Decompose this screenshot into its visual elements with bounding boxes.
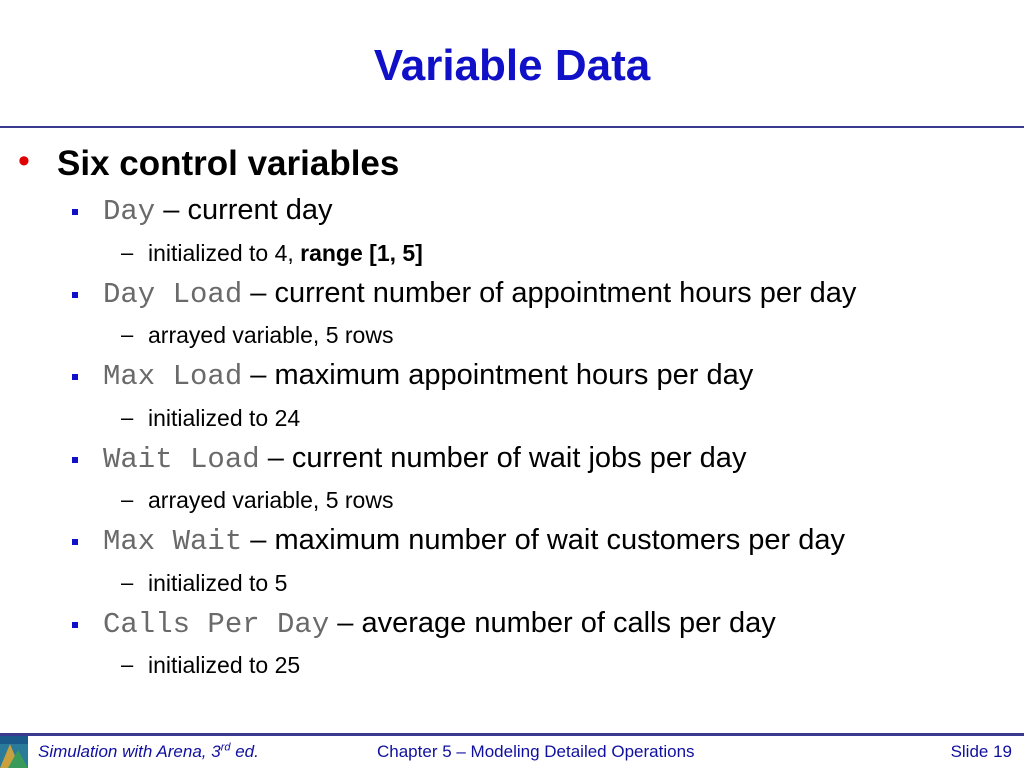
variable-item [103,192,333,230]
variable-detail [148,650,300,680]
slide-title: Variable Data [373,41,651,90]
dash-bullet-icon: – [121,487,134,512]
variable-item [103,275,856,313]
variable-description: – current number of appointment hours per day [242,277,857,309]
square-bullet-icon [72,622,78,628]
dash-bullet-icon: – [121,405,134,430]
variable-detail [148,238,423,268]
square-bullet-icon [72,457,78,463]
variable-description: – current number of wait jobs per day [259,442,747,474]
footer-slide-number: Slide 19 [950,742,1012,761]
dash-bullet-icon: – [121,652,134,677]
dash-bullet-icon: – [121,570,134,595]
variable-detail [148,568,287,598]
variable-item [103,522,845,560]
footer-book-title: Simulation with Arena, 3rd ed. [38,741,259,761]
variable-item [103,440,746,478]
square-bullet-icon [72,292,78,298]
footer-chapter: Chapter 5 – Modeling Detailed Operations [377,742,695,761]
variable-name: Day [103,195,156,228]
variable-detail [148,320,393,350]
variable-name: Calls Per Day [103,608,330,641]
detail-text: initialized to 25 [148,652,301,678]
square-bullet-icon [72,539,78,545]
detail-text: initialized to 5 [148,570,288,596]
main-bullet: Six control variables [57,144,400,183]
edition-superscript: rd [220,741,231,754]
variable-description: – average number of calls per day [329,607,776,639]
detail-bold-text: range [1, 5] [300,240,423,266]
variable-description: – maximum number of wait customers per day [242,524,846,556]
square-bullet-icon [72,374,78,380]
slide-footer [0,736,1024,768]
variable-detail [148,403,300,433]
variable-description: – maximum appointment hours per day [242,359,754,391]
detail-text: arrayed variable, 5 rows [148,487,394,513]
detail-text: arrayed variable, 5 rows [148,322,394,348]
variable-detail [148,485,393,515]
dash-bullet-icon: – [121,240,134,265]
variable-description: – current day [155,194,333,226]
dash-bullet-icon: – [121,322,134,347]
detail-text: initialized to 24 [148,405,301,431]
variable-item [103,357,753,395]
detail-text: initialized to 4, [148,240,301,266]
variable-name: Max Load [103,360,243,393]
variable-name: Wait Load [103,443,260,476]
bullet-dot-icon: • [18,142,30,180]
variable-item [103,605,776,643]
variable-name: Max Wait [103,525,243,558]
variable-name: Day Load [103,278,243,311]
square-bullet-icon [72,209,78,215]
